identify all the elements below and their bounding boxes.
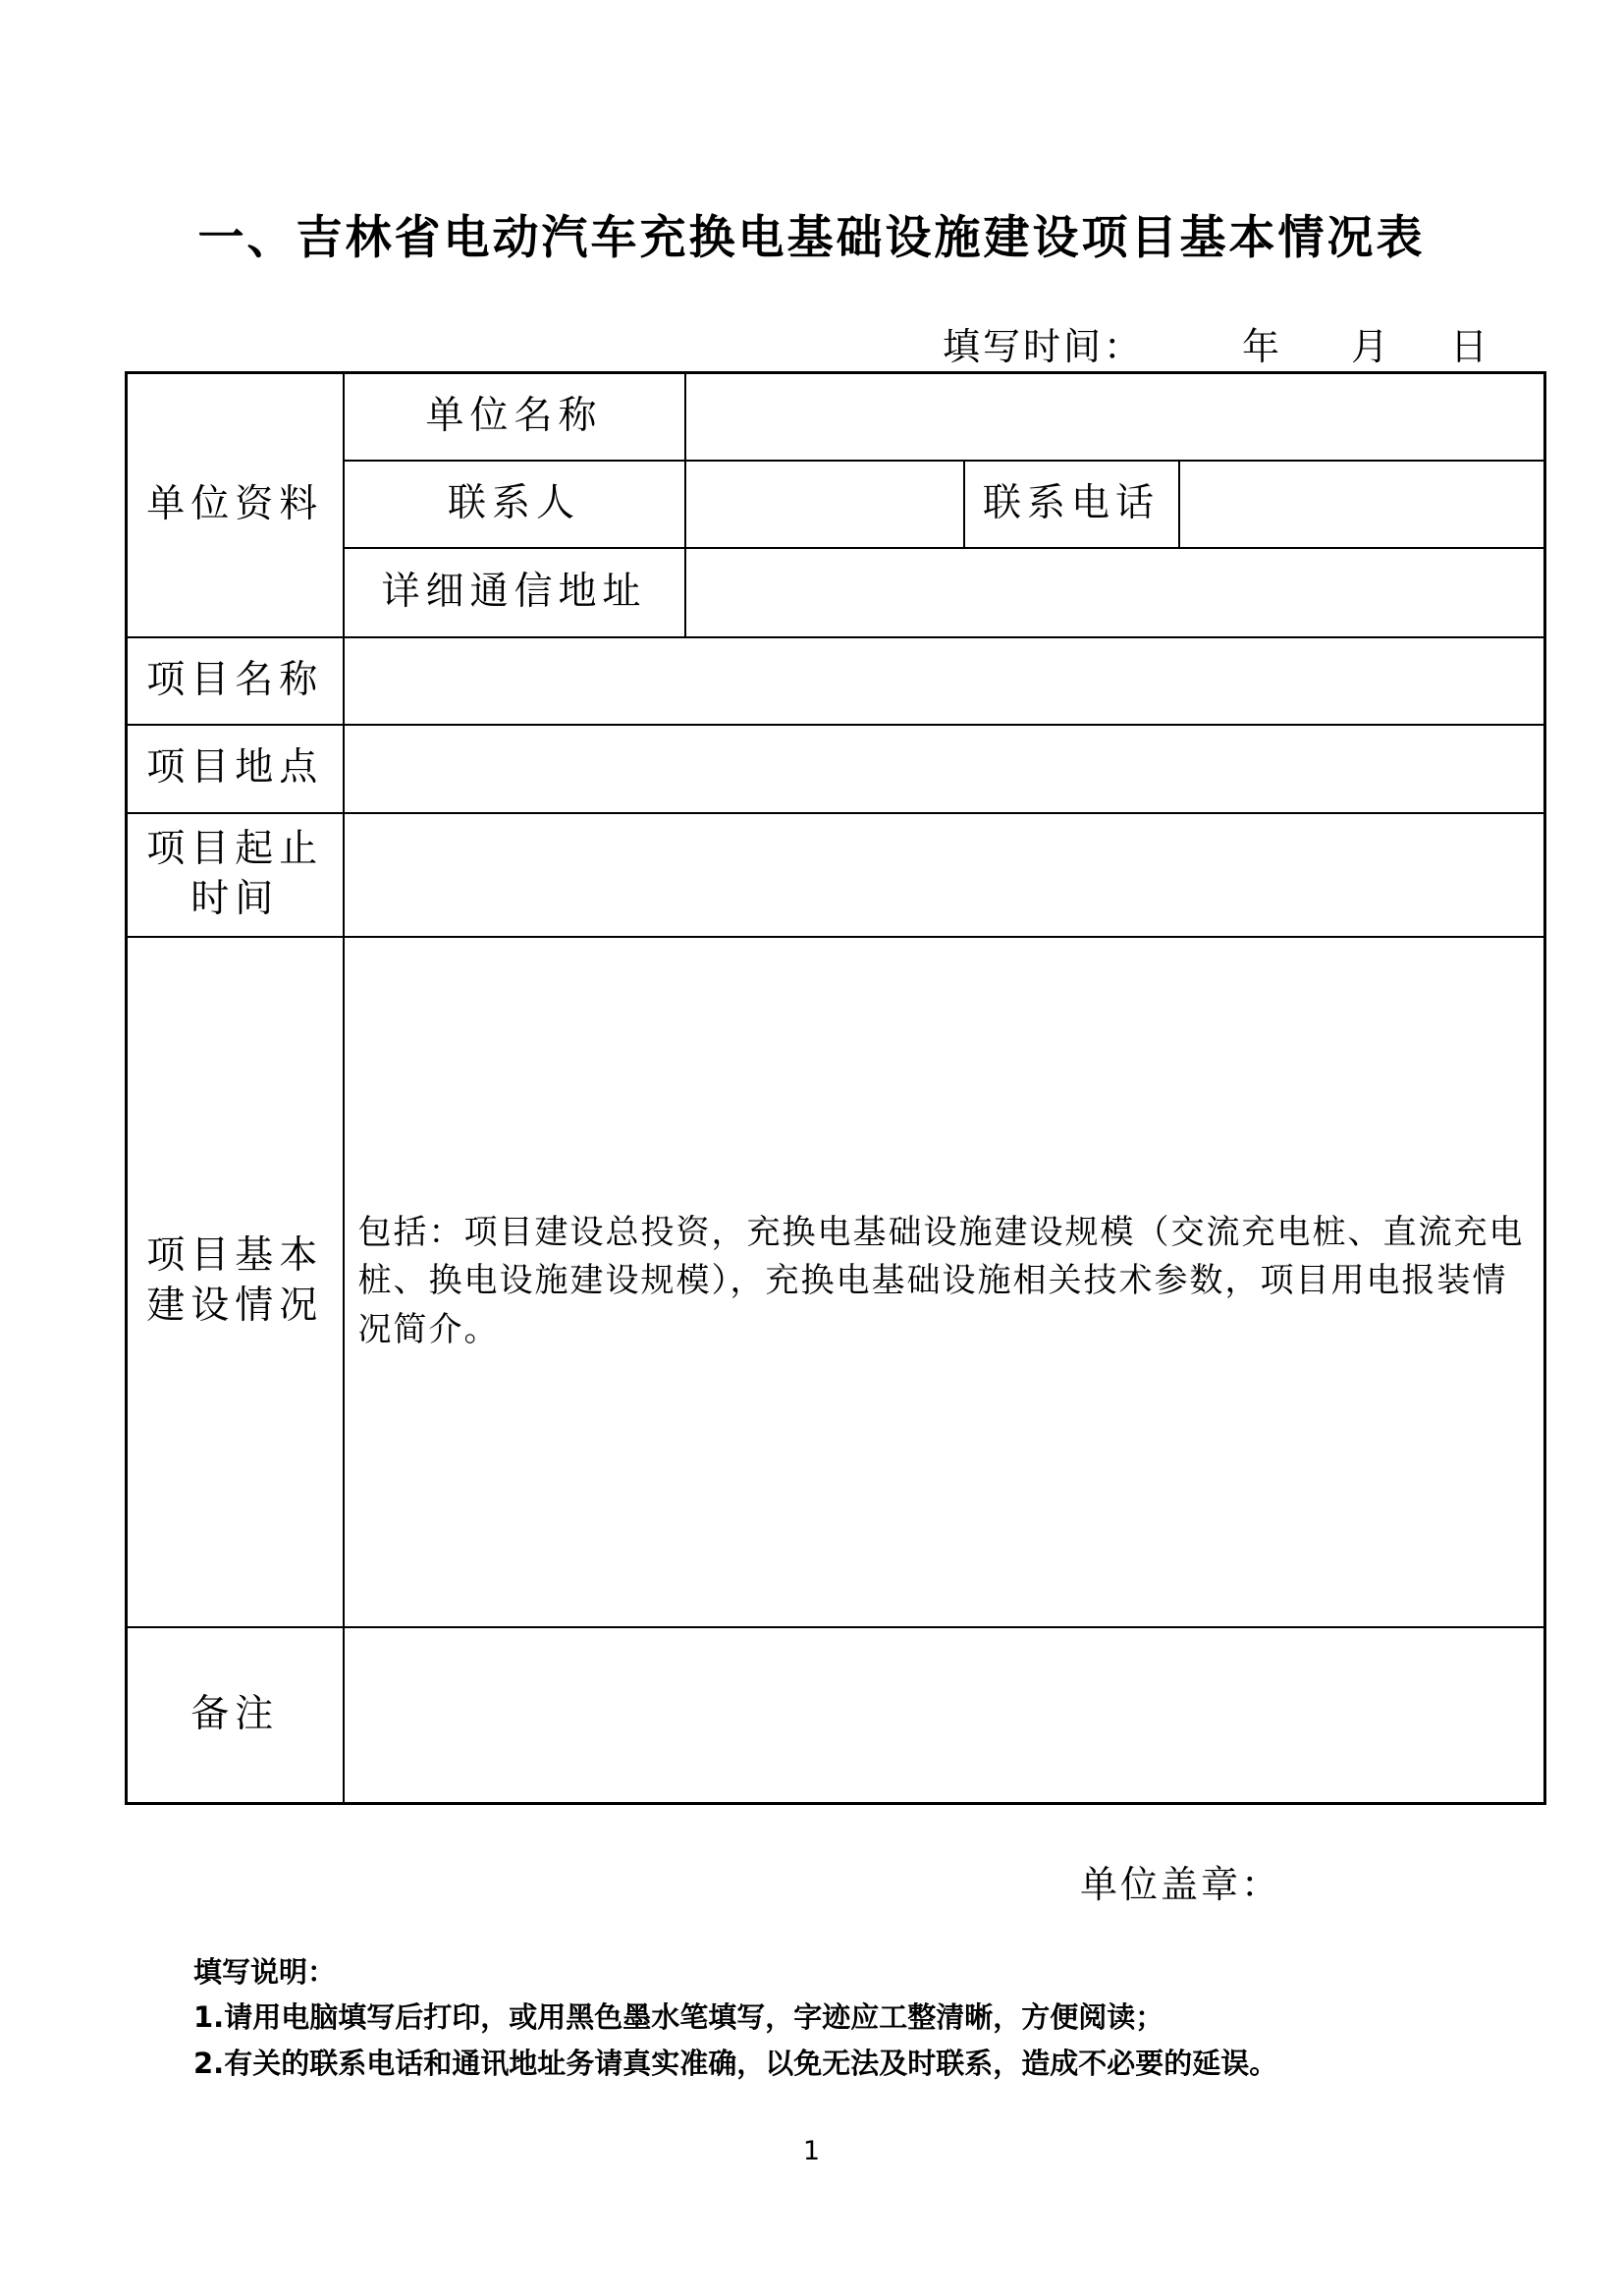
unit-name-label: 单位名称 [344,373,685,461]
contact-label: 联系人 [344,461,685,548]
remarks-label: 备注 [127,1627,344,1804]
fill-date-label: 填写时间： [943,325,1145,368]
project-period-field[interactable] [344,813,1545,937]
project-basic-label: 项目基本建设情况 [127,937,344,1627]
address-field[interactable] [685,548,1545,637]
remarks-field[interactable] [344,1627,1545,1804]
page-number: 1 [802,2136,821,2166]
project-info-table [125,371,1546,1805]
fill-instructions [193,1949,1277,2086]
fill-date-month: 月 [1351,325,1392,368]
project-name-label: 项目名称 [127,637,344,725]
project-basic-desc[interactable]: 包括：项目建设总投资，充换电基础设施建设规模（交流充电桩、直流充电桩、换电设施建设规模），充换电基础设施相关技术参数，项目用电报装情况简介。 [344,937,1545,1627]
project-location-field[interactable] [344,725,1545,813]
seal-label: 单位盖章： [1080,1863,1282,1906]
notes-heading: 填写说明： [193,1955,337,1989]
phone-field[interactable] [1179,461,1545,548]
project-period-label: 项目起止时间 [127,813,344,937]
notes-item-1: 1.请用电脑填写后打印，或用黑色墨水笔填写，字迹应工整清晰，方便阅读； [193,2000,1164,2035]
contact-field[interactable] [685,461,964,548]
fill-date-year: 年 [1242,325,1283,368]
page-title: 一、吉林省电动汽车充换电基础设施建设项目基本情况表 [197,211,1426,265]
fill-date [943,316,1490,370]
unit-info-label: 单位资料 [127,373,344,637]
fill-date-day: 日 [1450,325,1491,368]
unit-name-field[interactable] [685,373,1545,461]
phone-label: 联系电话 [964,461,1179,548]
notes-item-2: 2.有关的联系电话和通讯地址务请真实准确，以免无法及时联系，造成不必要的延误。 [193,2046,1278,2080]
project-name-field[interactable] [344,637,1545,725]
project-location-label: 项目地点 [127,725,344,813]
address-label: 详细通信地址 [344,548,685,637]
